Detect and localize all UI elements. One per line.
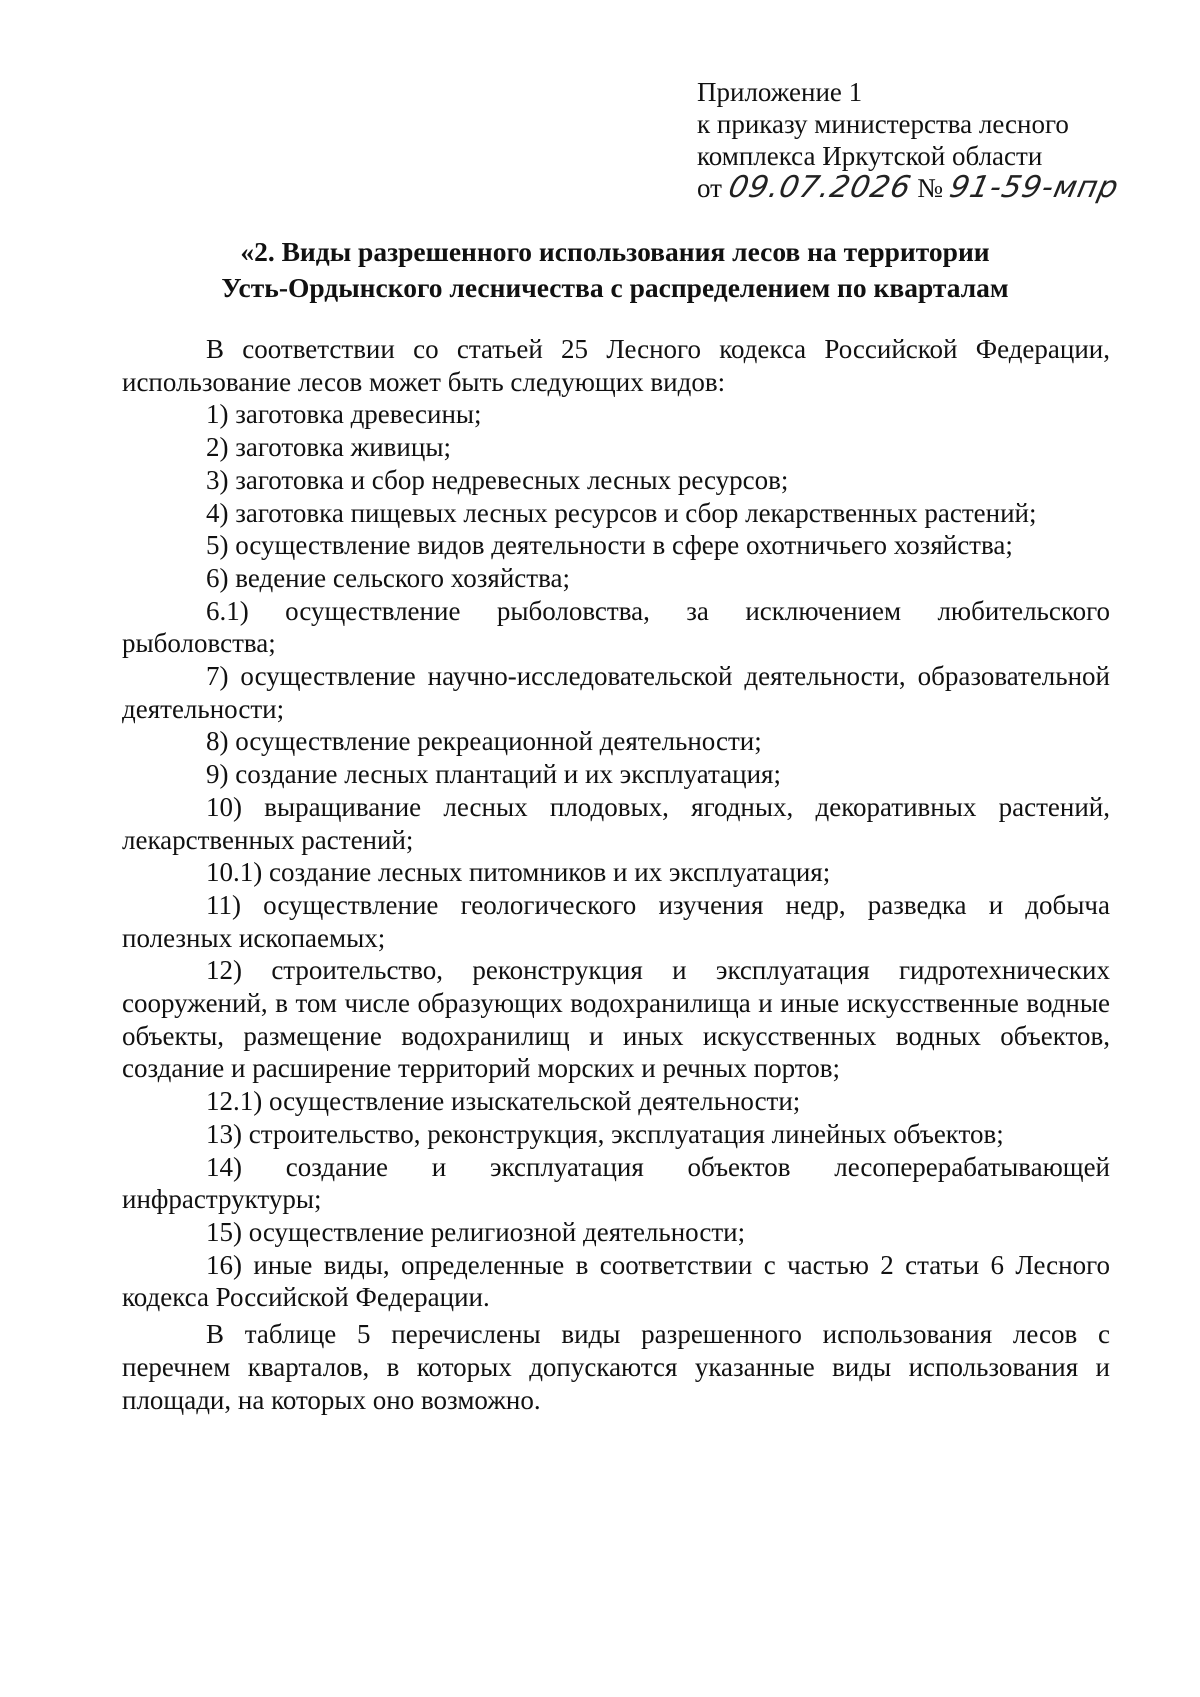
list-item: 10.1) создание лесных питомников и их эксплуатация; <box>206 857 831 888</box>
list-item: 13) строительство, реконструкция, эксплуатация линейных объектов; <box>206 1118 1004 1149</box>
list-item: 16) иные виды, определенные в соответствии с частью 2 статьи 6 Лесного кодекса Российской Федерации. <box>122 1249 1110 1313</box>
list-item: 7) осуществление научно-исследовательской деятельности, образовательной деятельности; <box>122 661 1110 724</box>
handwritten-number: 91-59-мпр <box>946 170 1122 205</box>
list-item: 6) ведение сельского хозяйства; <box>206 562 570 593</box>
appendix-ministry-line: комплекса Иркутской области <box>697 141 1043 171</box>
list-item: 5) осуществление видов деятельности в сфере охотничьего хозяйства; <box>206 530 1013 561</box>
list-item: 8) осуществление рекреационной деятельности; <box>206 726 762 757</box>
list-item: 6.1) осуществление рыболовства, за исключением любительского рыболовства; <box>122 595 1110 659</box>
appendix-order-line: к приказу министерства лесного <box>697 109 1069 139</box>
list-item: 12) строительство, реконструкция и эксплуатация гидротехнических сооружений, в том числе образующих водохранилища и иные искусственные водные объекты, размещение водохранилищ и иных искусственных водных объектов, создание и расширение территорий морских и речных портов; <box>122 955 1110 1084</box>
appendix-date-line <box>697 172 1157 204</box>
document-body <box>122 333 1110 1416</box>
list-item: 14) создание и эксплуатация объектов лесоперерабатывающей инфраструктуры; <box>122 1151 1110 1215</box>
closing-paragraph: В таблице 5 перечислены виды разрешенного использования лесов с перечнем кварталов, в которых допускаются указанные виды использования и площади, на которых оно возможно. <box>122 1319 1110 1415</box>
list-item: 10) выращивание лесных плодовых, ягодных, декоративных растений, лекарственных растений; <box>122 791 1110 855</box>
appendix-title: Приложение 1 <box>697 77 863 107</box>
list-item: 12.1) осуществление изыскательской деятельности; <box>206 1086 801 1117</box>
list-item: 2) заготовка живицы; <box>206 432 451 463</box>
handwritten-date: 09.07.2026 <box>725 170 915 205</box>
list-item: 4) заготовка пищевых лесных ресурсов и сбор лекарственных растений; <box>206 497 1037 528</box>
list-item: 15) осуществление религиозной деятельности; <box>206 1216 746 1247</box>
intro-paragraph: В соответствии со статьей 25 Лесного кодекса Российской Федерации, использование лесов может быть следующих видов: <box>122 334 1110 397</box>
number-prefix: № <box>917 173 943 203</box>
list-item: 11) осуществление геологического изучения недр, разведка и добыча полезных ископаемых; <box>122 889 1110 953</box>
heading-line-2: Усть-Ордынского лесничества с распределением по кварталам <box>221 272 1009 303</box>
section-heading <box>120 234 1110 306</box>
list-item: 3) заготовка и сбор недревесных лесных ресурсов; <box>206 464 789 495</box>
list-item: 1) заготовка древесины; <box>206 399 482 430</box>
appendix-block <box>697 76 1157 204</box>
date-prefix: от <box>697 173 722 203</box>
list-item: 9) создание лесных плантаций и их эксплуатация; <box>206 759 781 790</box>
heading-line-1: «2. Виды разрешенного использования лесов на территории <box>240 236 990 267</box>
